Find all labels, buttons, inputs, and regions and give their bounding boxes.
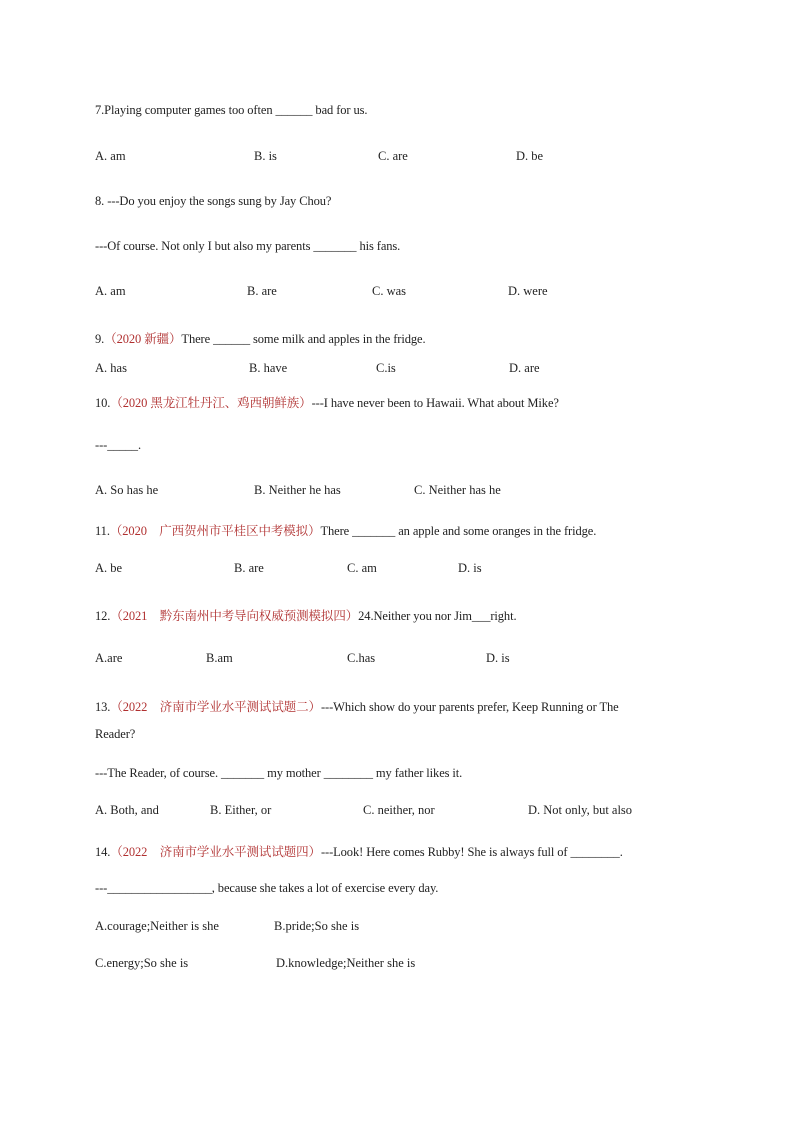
q10-source: （2020 黑龙江牡丹江、鸡西朝鲜族） [110, 396, 312, 410]
q7-option-c: C. are [378, 149, 408, 163]
q8-option-b: B. are [247, 284, 277, 298]
q9-option-d: D. are [509, 361, 540, 375]
q11-option-d: D. is [458, 561, 482, 575]
q11-text: There _______ an apple and some oranges in the fridge. [320, 524, 597, 538]
q12-number: 12. [95, 609, 111, 623]
q10-option-b: B. Neither he has [254, 483, 341, 497]
q11-option-b: B. are [234, 561, 264, 575]
q9-text: There ______ some milk and apples in the fridge. [181, 332, 426, 346]
q12-text: 24.Neither you nor Jim___right. [358, 609, 517, 623]
q9-stem [95, 329, 426, 347]
q13-option-b: B. Either, or [210, 803, 272, 817]
q14-option-c: C.energy;So she is [95, 956, 189, 970]
q14-option-b: B.pride;So she is [274, 919, 360, 933]
q11-source: （2020 广西贺州市平桂区中考模拟） [109, 524, 321, 538]
q8-stem: 8. ---Do you enjoy the songs sung by Jay Chou? [95, 194, 332, 208]
q13-stem [95, 697, 619, 715]
q7-option-b: B. is [254, 149, 277, 163]
q11-number: 11. [95, 524, 110, 538]
q9-source: （2020 新疆） [104, 332, 182, 346]
q9-option-c: C.is [376, 361, 396, 375]
q10-stem [95, 393, 559, 411]
q11-option-c: C. am [347, 561, 377, 575]
q8-option-a: A. am [95, 284, 126, 298]
q7-option-d: D. be [516, 149, 544, 163]
q11-option-a: A. be [95, 561, 123, 575]
q12-source: （2021 黔东南州中考导向权威预测模拟四） [110, 609, 359, 623]
q14-option-a: A.courage;Neither is she [95, 919, 219, 933]
q13-option-d: D. Not only, but also [528, 803, 633, 817]
q9-option-b: B. have [249, 361, 288, 375]
q8-option-d: D. were [508, 284, 548, 298]
q14-reply: ---_________________, because she takes a lot of exercise every day. [95, 881, 439, 895]
q12-stem [95, 606, 516, 624]
q12-option-d: D. is [486, 651, 510, 665]
q13-text: ---Which show do your parents prefer, Keep Running or The [320, 700, 619, 714]
q9-number: 9. [95, 332, 105, 346]
q10-number: 10. [95, 396, 111, 410]
q8-reply: ---Of course. Not only I but also my parents _______ his fans. [95, 239, 401, 253]
q8-option-c: C. was [372, 284, 407, 298]
q12-option-c: C.has [347, 651, 376, 665]
q10-option-c: C. Neither has he [414, 483, 501, 497]
q13-reply: ---The Reader, of course. _______ my mother ________ my father likes it. [95, 766, 463, 780]
q14-option-d: D.knowledge;Neither she is [276, 956, 416, 970]
q13-option-a: A. Both, and [95, 803, 159, 817]
q12-option-a: A.are [95, 651, 123, 665]
q14-stem [95, 842, 623, 860]
q14-source: （2022 济南市学业水平测试试题四） [110, 845, 321, 859]
q7-option-a: A. am [95, 149, 126, 163]
q12-option-b: B.am [206, 651, 233, 665]
q9-option-a: A. has [95, 361, 127, 375]
q11-stem [95, 521, 596, 539]
q13-source: （2022 济南市学业水平测试试题二） [110, 700, 321, 714]
q10-reply: ---_____. [95, 438, 141, 452]
q7-stem: 7.Playing computer games too often ______ bad for us. [95, 103, 368, 117]
q13-number: 13. [95, 700, 111, 714]
q10-text: ---I have never been to Hawaii. What about Mike? [311, 396, 559, 410]
q14-number: 14. [95, 845, 111, 859]
q13-stem-continued: Reader? [95, 727, 136, 741]
q10-option-a: A. So has he [95, 483, 159, 497]
q14-text: ---Look! Here comes Rubby! She is always full of ________. [320, 845, 623, 859]
q13-option-c: C. neither, nor [363, 803, 435, 817]
